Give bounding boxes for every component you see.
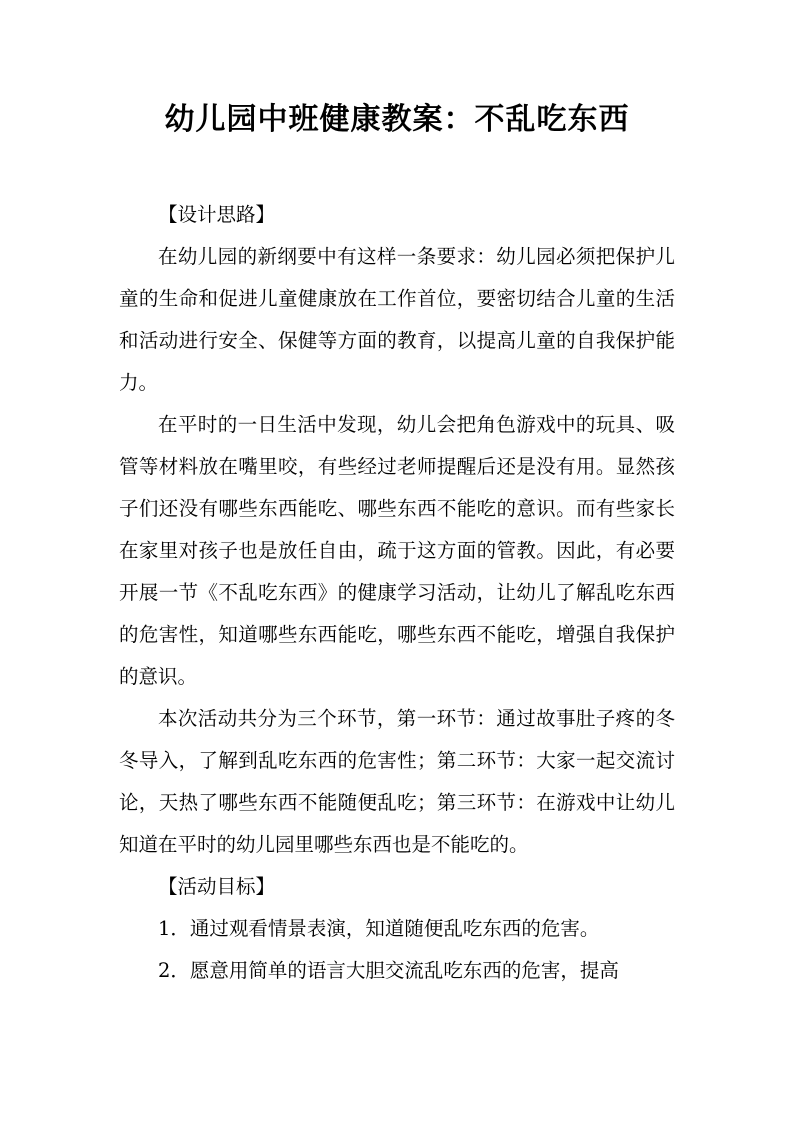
section-heading-design: 【设计思路】 [158, 203, 276, 226]
paragraph: 在平时的一日生活中发现，幼儿会把角色游戏中的玩具、吸管等材料放在嘴里咬，有些经过老师提醒后还是没有用。显然孩子们还没有哪些东西能吃、哪些东西不能吃的意识。而有些家长在家里对孩子也是放任自由，疏于这方面的管教。因此，有必要开展一节《不乱吃东西》的健康学习活动，让幼儿了解乱吃东西的危害性，知道哪些东西能吃，哪些东西不能吃，增强自我保护的意识。 [119, 413, 675, 688]
document-body [119, 194, 675, 992]
goal-item: 2．愿意用简单的语言大胆交流乱吃东西的危害，提高 [158, 959, 619, 982]
section-heading-goals: 【活动目标】 [158, 875, 276, 898]
paragraph: 在幼儿园的新纲要中有这样一条要求：幼儿园必须把保护儿童的生命和促进儿童健康放在工作首位，要密切结合儿童的生活和活动进行安全、保健等方面的教育，以提高儿童的自我保护能力。 [119, 245, 675, 394]
goal-item: 1．通过观看情景表演，知道随便乱吃东西的危害。 [158, 917, 600, 940]
paragraph: 本次活动共分为三个环节，第一环节：通过故事肚子疼的冬冬导入，了解到乱吃东西的危害性；第二环节：大家一起交流讨论，天热了哪些东西不能随便乱吃；第三环节：在游戏中让幼儿知道在平时的幼儿园里哪些东西也是不能吃的。 [119, 707, 675, 856]
document-title: 幼儿园中班健康教案：不乱吃东西 [164, 102, 630, 137]
